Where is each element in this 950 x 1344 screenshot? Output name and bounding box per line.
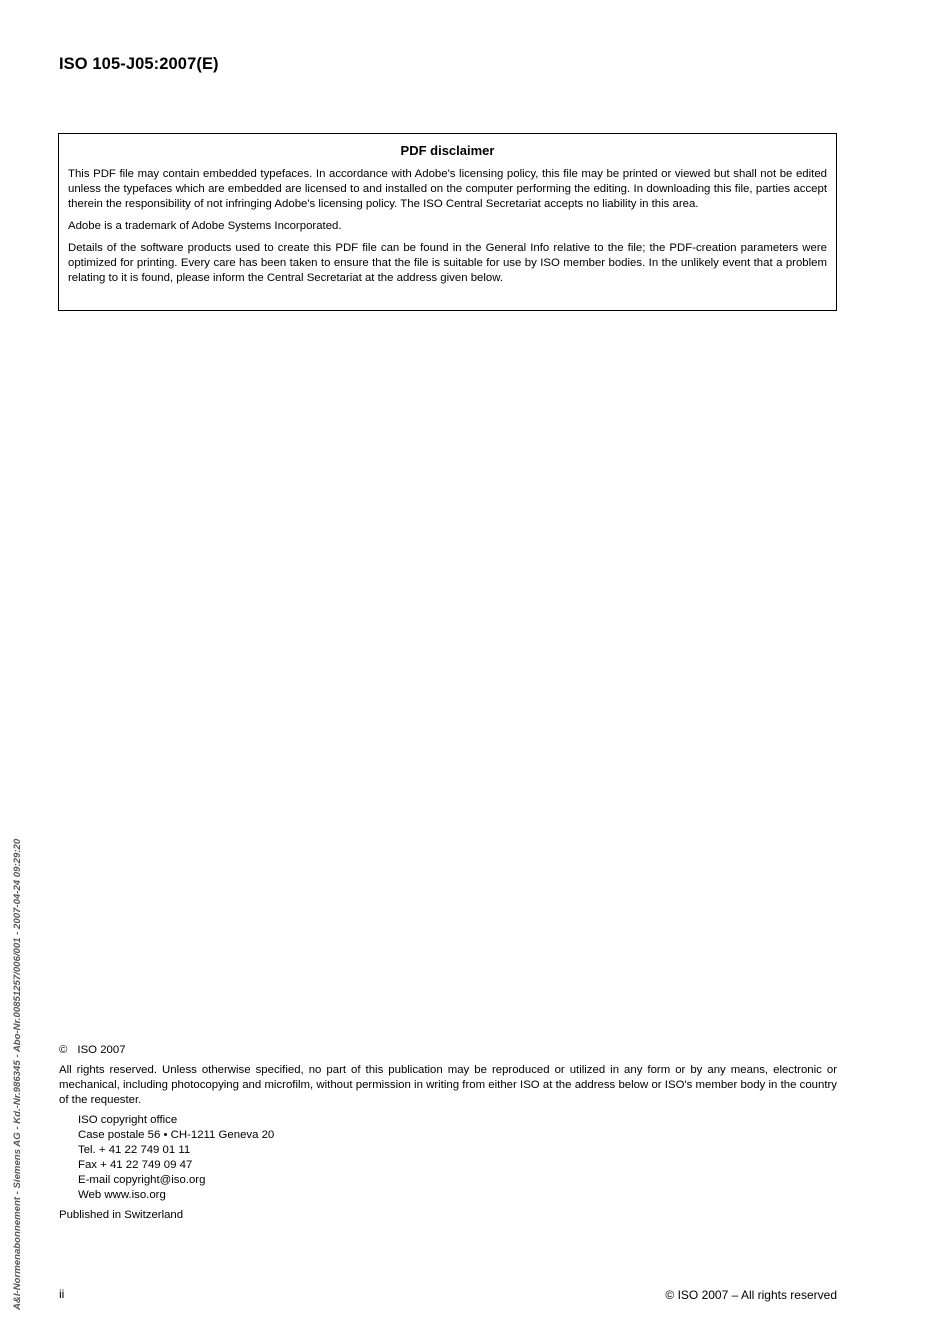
disclaimer-paragraph-details: Details of the software products used to create this PDF file can be found in the General Info relative to the file; the PDF-creation parameters were optimized for printing. Every care has been taken to ensure that the file is suitable for use by ISO member bodies. In the unlikely event that a problem relating to it is found, please inform the Central Secretariat at the address given below. (68, 242, 827, 284)
iso-copyright-office-address (59, 1113, 837, 1203)
copyright-line (59, 1043, 837, 1058)
document-title: ISO 105-J05:2007(E) (59, 55, 219, 73)
footer-copyright: © ISO 2007 – All rights reserved (665, 1288, 837, 1302)
rights-reserved-text: All rights reserved. Unless otherwise specified, no part of this publication may be reproduced or utilized in any form or by any means, electronic or mechanical, including photocopying and microfilm, without permission in writing from either ISO at the address below or ISO's member body in the country of the requester. (59, 1064, 837, 1106)
copyright-block (59, 1043, 837, 1223)
page-number: ii (59, 1287, 65, 1301)
disclaimer-paragraph-typefaces: This PDF file may contain embedded typefaces. In accordance with Adobe's licensing policy, this file may be printed or viewed but shall not be edited unless the typefaces which are embedded are licensed to and installed on the computer performing the editing. In downloading this file, parties accept therein the responsibility of not infringing Adobe's licensing policy. The ISO Central Secretariat accepts no liability in this area. (68, 168, 827, 210)
disclaimer-heading: PDF disclaimer (400, 143, 495, 158)
copyright-symbol: © (59, 1044, 68, 1056)
pdf-disclaimer-box (58, 133, 837, 311)
subscription-stamp: A&I-Normenabonnement - Siemens AG - Kd.-Nr.986345 - Abo-Nr.00851257/006/001 - 2007-04-24 09:29:20 (12, 838, 23, 1310)
copyright-year: ISO 2007 (77, 1044, 126, 1056)
address-line-web: Web www.iso.org (78, 1189, 166, 1201)
address-line-office: ISO copyright office (78, 1114, 178, 1126)
published-in: Published in Switzerland (59, 1209, 184, 1221)
address-line-fax: Fax + 41 22 749 09 47 (78, 1159, 193, 1171)
address-line-tel: Tel. + 41 22 749 01 11 (78, 1144, 191, 1156)
address-line-email: E-mail copyright@iso.org (78, 1174, 206, 1186)
address-line-postal: Case postale 56 • CH-1211 Geneva 20 (78, 1129, 275, 1141)
disclaimer-paragraph-trademark: Adobe is a trademark of Adobe Systems Incorporated. (68, 220, 342, 232)
